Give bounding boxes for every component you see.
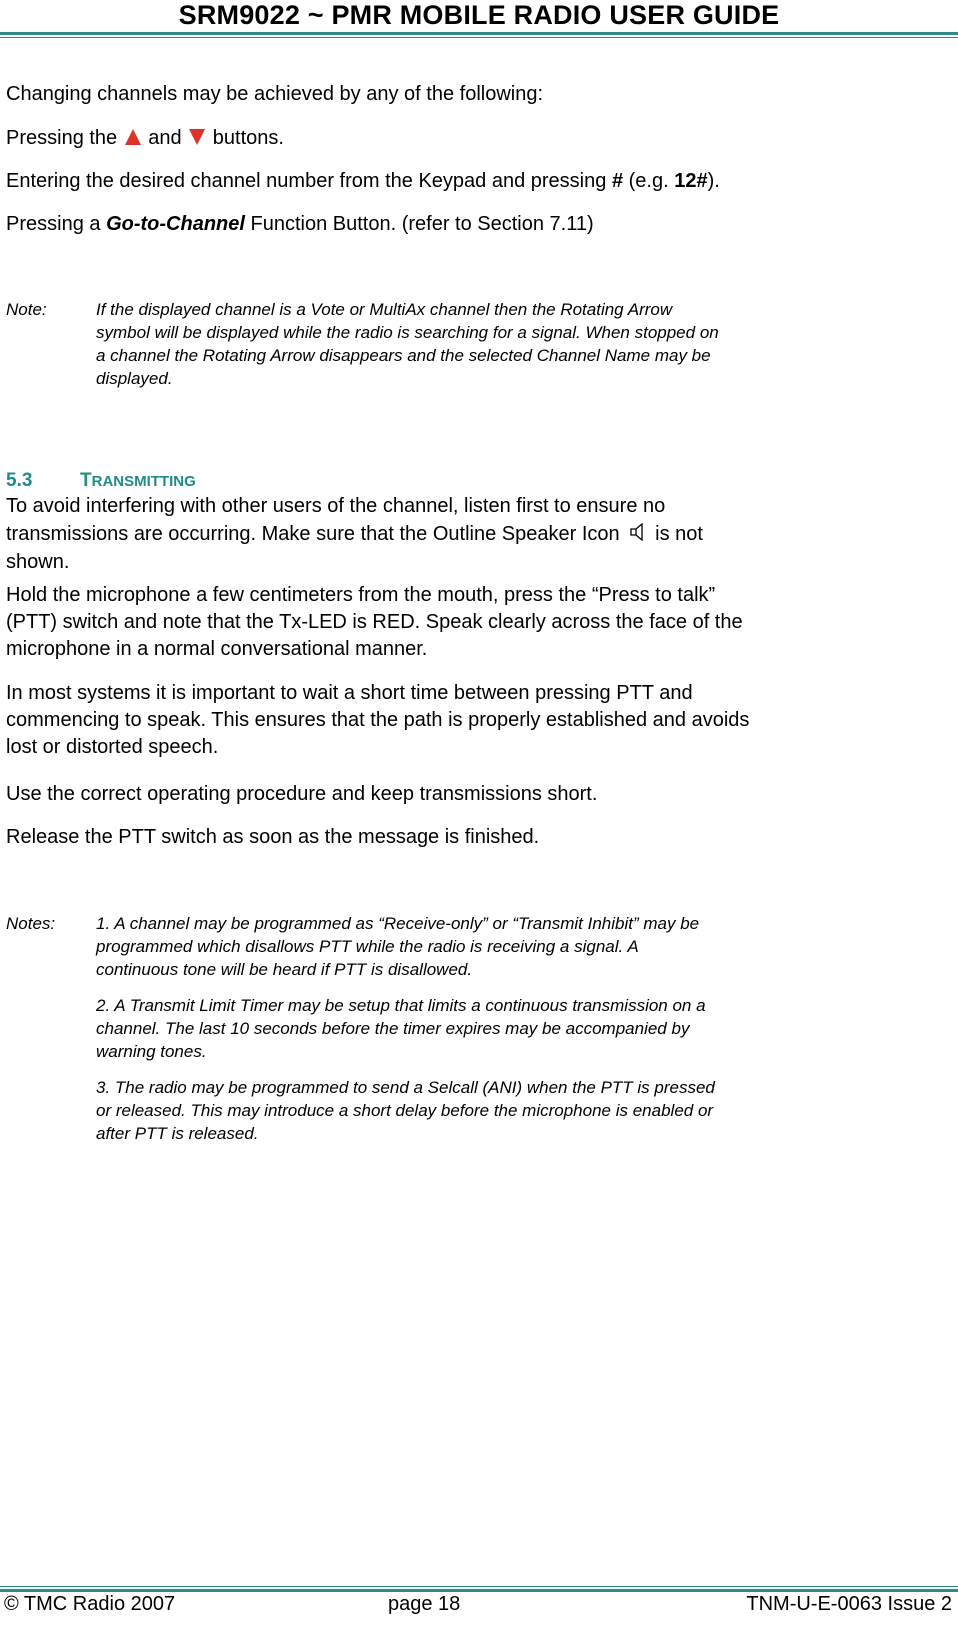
outline-speaker-icon xyxy=(628,521,650,543)
up-triangle-icon xyxy=(125,129,141,145)
intro-p3-text-pre: Entering the desired channel number from the Keypad and pressing xyxy=(6,170,612,192)
note-label: Note: xyxy=(6,300,47,319)
note-line: warning tones. xyxy=(96,1042,207,1061)
body-line: microphone in a normal conversational manner. xyxy=(6,638,428,660)
section-title-initial: T xyxy=(80,470,92,491)
note-line: programmed which disallows PTT while the radio is receiving a signal. A xyxy=(96,937,639,956)
body-paragraph-4: Use the correct operating procedure and keep transmissions short. xyxy=(6,783,598,805)
note-line: symbol will be displayed while the radio is searching for a signal. When stopped on xyxy=(96,323,719,342)
body-line xyxy=(6,520,951,548)
footer-copyright: © TMC Radio 2007 xyxy=(4,1593,176,1615)
note-body xyxy=(96,298,719,390)
intro-p4-text-post: Function Button. (refer to Section 7.11) xyxy=(244,213,594,235)
section-heading xyxy=(6,470,196,492)
note-line: 2. A Transmit Limit Timer may be setup that limits a continuous transmission on a xyxy=(96,996,706,1015)
body-line: In most systems it is important to wait a short time between pressing PTT and xyxy=(6,682,693,704)
intro-paragraph-2 xyxy=(6,126,951,151)
note-line: a channel the Rotating Arrow disappears and the selected Channel Name may be xyxy=(96,346,711,365)
note-line: displayed. xyxy=(96,369,173,388)
footer-rule xyxy=(0,1586,958,1592)
body-line: To avoid interfering with other users of the channel, listen first to ensure no xyxy=(6,495,666,517)
body-line: lost or distorted speech. xyxy=(6,736,219,758)
footer-page-number: page 18 xyxy=(388,1593,461,1615)
note-line: channel. The last 10 seconds before the timer expires may be accompanied by xyxy=(96,1019,690,1038)
note-line: 1. A channel may be programmed as “Receive-only” or “Transmit Inhibit” may be xyxy=(96,914,700,933)
body-line: commencing to speak. This ensures that the path is properly established and avoids xyxy=(6,709,750,731)
intro-p2-text-and: and xyxy=(142,127,188,149)
intro-p3-text-post: ). xyxy=(707,170,720,192)
intro-paragraph-1: Changing channels may be achieved by any of the following: xyxy=(6,83,544,105)
note-line: 3. The radio may be programmed to send a Selcall (ANI) when the PTT is pressed xyxy=(96,1078,715,1097)
body-line: (PTT) switch and note that the Tx-LED is RED. Speak clearly across the face of the xyxy=(6,611,743,633)
note-item-3 xyxy=(96,1076,715,1145)
note-item-2 xyxy=(96,994,715,1063)
section-number: 5.3 xyxy=(6,470,33,491)
body-paragraph-3 xyxy=(6,680,951,761)
intro-paragraph-4 xyxy=(6,212,951,237)
down-triangle-icon xyxy=(189,129,205,145)
notes-label: Notes: xyxy=(6,914,56,933)
notes-body xyxy=(96,912,715,1145)
body-line: shown. xyxy=(6,551,70,573)
body-paragraph-1 xyxy=(6,492,951,576)
intro-p2-text-pre: Pressing the xyxy=(6,127,123,149)
hash-key: # xyxy=(611,170,624,192)
note-line: or released. This may introduce a short delay before the microphone is enabled or xyxy=(96,1101,714,1120)
intro-p3-text-mid: (e.g. xyxy=(623,170,675,192)
note-item-1 xyxy=(96,912,715,981)
body-text: is not xyxy=(649,523,703,545)
example-entry: 12# xyxy=(674,170,708,192)
page-header-title: SRM9022 ~ PMR MOBILE RADIO USER GUIDE xyxy=(178,0,780,30)
intro-paragraph-3 xyxy=(6,169,951,194)
body-text: transmissions are occurring. Make sure that the Outline Speaker Icon xyxy=(6,523,620,545)
body-line: Hold the microphone a few centimeters from the mouth, press the “Press to talk” xyxy=(6,584,716,606)
body-paragraph-5: Release the PTT switch as soon as the message is finished. xyxy=(6,826,540,848)
go-to-channel-term: Go-to-Channel xyxy=(106,213,245,235)
note-line: after PTT is released. xyxy=(96,1124,259,1143)
note-line: If the displayed channel is a Vote or MultiAx channel then the Rotating Arrow xyxy=(96,300,673,319)
footer-doc-id: TNM-U-E-0063 Issue 2 xyxy=(746,1593,952,1615)
intro-p4-text-pre: Pressing a xyxy=(6,213,107,235)
intro-p2-text-post: buttons. xyxy=(207,127,284,149)
header-rule xyxy=(0,32,958,38)
note-line: continuous tone will be heard if PTT is disallowed. xyxy=(96,960,473,979)
body-paragraph-2 xyxy=(6,582,951,663)
section-title-rest: RANSMITTING xyxy=(91,473,196,490)
